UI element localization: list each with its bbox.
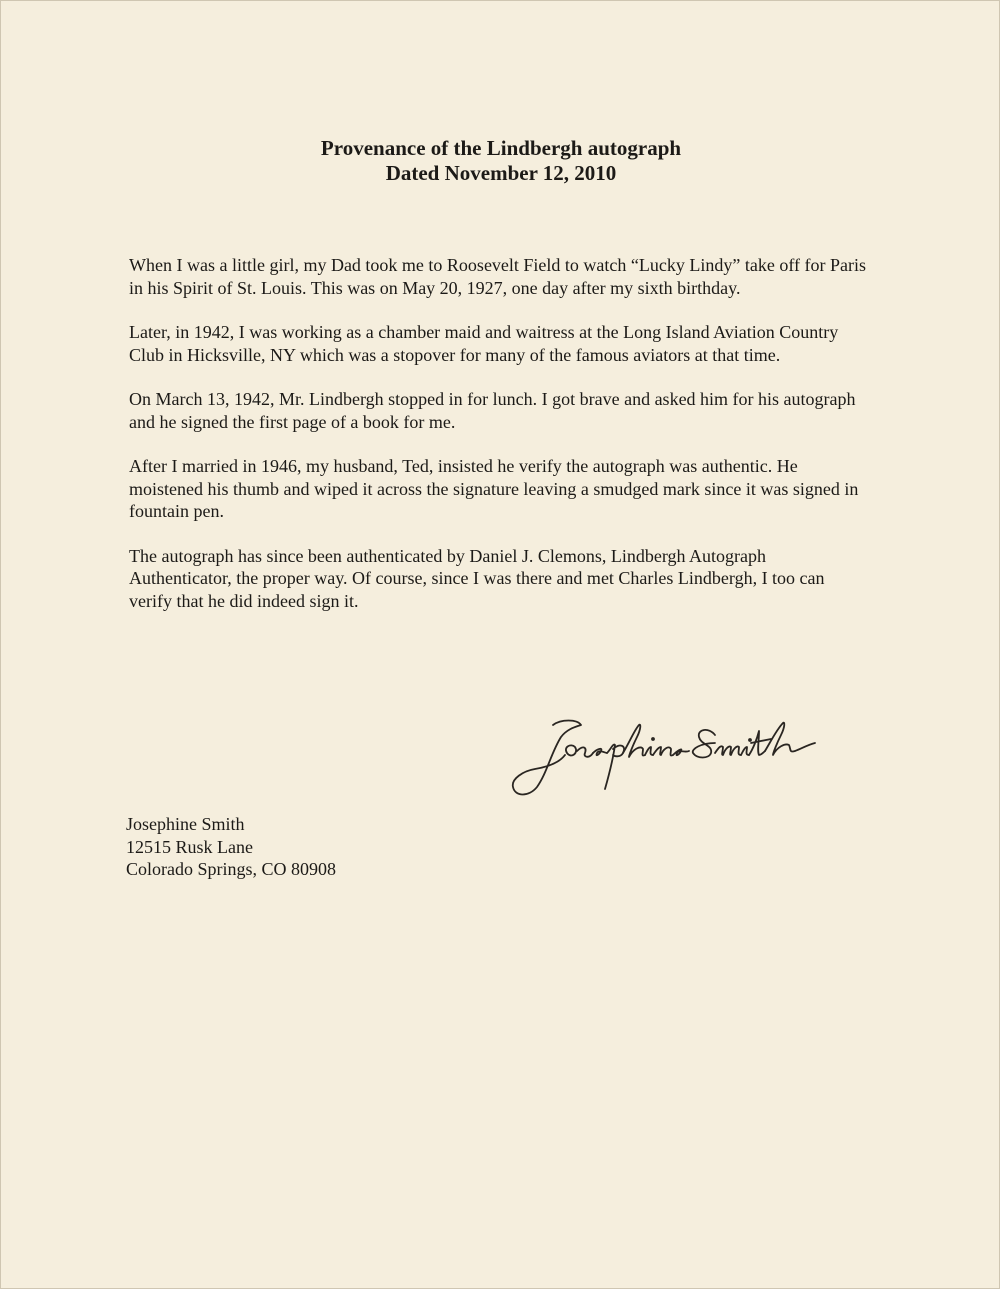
- paragraph-4: After I married in 1946, my husband, Ted, insisted he verify the autograph was authentic. He moistened his thumb and wiped it across the signature leaving a smudged mark since it was signed in fountain pen.: [129, 456, 859, 521]
- address-name: Josephine Smith: [126, 814, 245, 834]
- sender-address: [126, 813, 336, 881]
- handwritten-signature: [501, 713, 841, 803]
- address-city-state-zip: Colorado Springs, CO 80908: [126, 859, 337, 879]
- letter-body: [129, 254, 869, 634]
- title-line-1: Provenance of the Lindbergh autograph: [320, 136, 682, 160]
- address-street: 12515 Rusk Lane: [126, 836, 253, 857]
- paragraph-3: On March 13, 1942, Mr. Lindbergh stopped in for lunch. I got brave and asked him for his autograph and he signed the first page of a book for me.: [129, 389, 856, 432]
- document-title: [1, 136, 1000, 186]
- paragraph-5: The autograph has since been authenticated by Daniel J. Clemons, Lindbergh Autograph Authenticator, the proper way. Of course, since I was there and met Charles Lindbergh, I too can verify that he did indeed sign it.: [129, 545, 825, 611]
- signature-icon: [501, 713, 841, 803]
- title-line-2: Dated November 12, 2010: [385, 161, 617, 185]
- paragraph-2: Later, in 1942, I was working as a chamber maid and waitress at the Long Island Aviation Country Club in Hicksville, NY which was a stopover for many of the famous aviators at that time.: [129, 322, 839, 365]
- paragraph-1: When I was a little girl, my Dad took me to Roosevelt Field to watch “Lucky Lindy” take off for Paris in his Spirit of St. Louis. This was on May 20, 1927, one day after my sixth birthday.: [129, 255, 866, 298]
